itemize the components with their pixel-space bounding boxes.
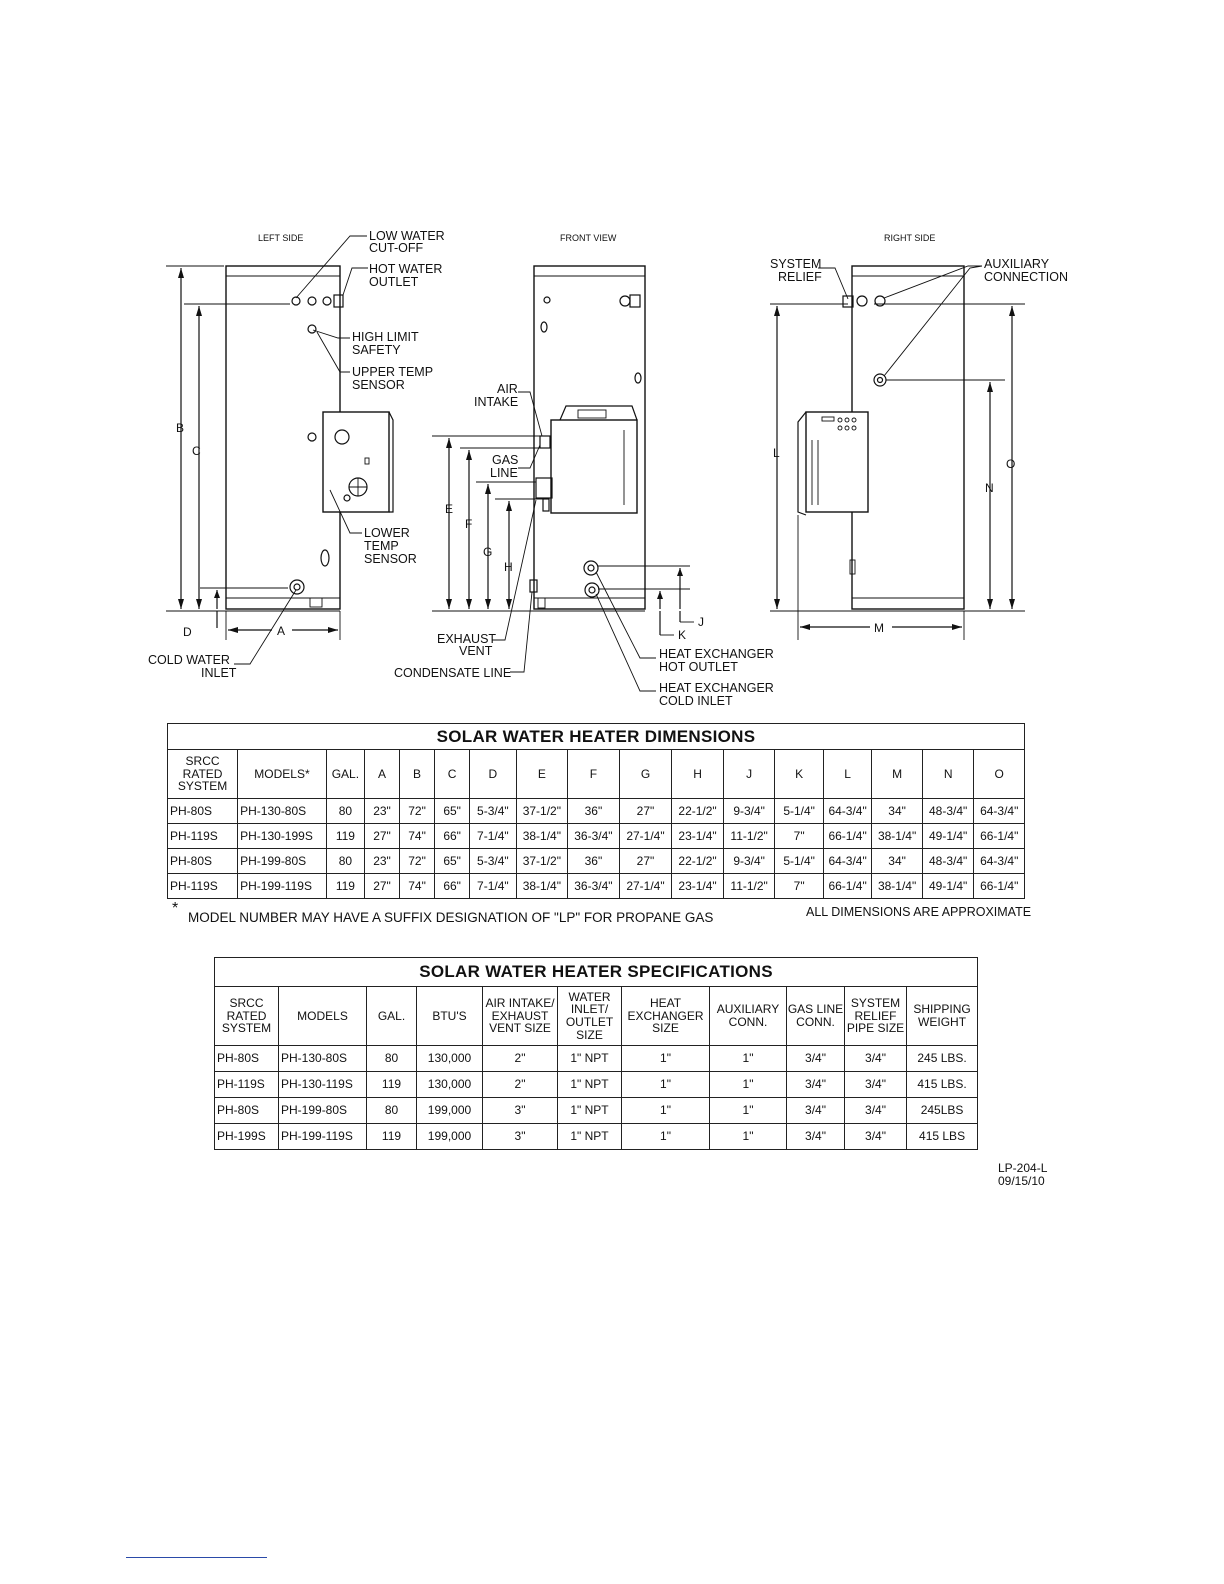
table-cell: 22-1/2"	[672, 799, 724, 824]
callout-low-water-2: CUT-OFF	[369, 241, 424, 255]
table-cell: PH-199-119S	[279, 1124, 367, 1150]
callout-lower-temp-2: TEMP	[364, 539, 399, 553]
table-cell: 130,000	[417, 1072, 483, 1098]
column-header: SRCC RATED SYSTEM	[215, 987, 279, 1046]
table-cell: 66-1/4"	[823, 874, 871, 899]
table-cell: 7-1/4"	[470, 874, 516, 899]
table-cell: 38-1/4"	[516, 824, 568, 849]
dim-label-D: D	[183, 625, 192, 639]
table-cell: PH-130-80S	[279, 1046, 367, 1072]
table-cell: 36"	[568, 849, 620, 874]
column-header: GAS LINE CONN.	[787, 987, 845, 1046]
table-cell: 7"	[775, 874, 823, 899]
table-cell: 74"	[400, 824, 435, 849]
document-number: LP-204-L	[998, 1161, 1048, 1175]
table-cell: 66"	[435, 824, 470, 849]
column-header: O	[974, 750, 1025, 799]
table-cell: 64-3/4"	[974, 849, 1025, 874]
table-cell: 3"	[483, 1124, 558, 1150]
table-cell: 1"	[710, 1046, 787, 1072]
callout-auxiliary-1: AUXILIARY	[984, 257, 1050, 271]
column-header: A	[364, 750, 399, 799]
column-header: SYSTEM RELIEF PIPE SIZE	[845, 987, 907, 1046]
table-cell: 80	[326, 799, 364, 824]
table-cell: 48-3/4"	[922, 799, 974, 824]
dim-label-J: J	[698, 615, 704, 629]
table-cell: 245LBS	[907, 1098, 978, 1124]
table-cell: 64-3/4"	[823, 799, 871, 824]
front-view-title: FRONT VIEW	[560, 233, 617, 243]
table-cell: 72"	[400, 849, 435, 874]
column-header: D	[470, 750, 516, 799]
table-cell: PH-80S	[215, 1098, 279, 1124]
table-cell: 3/4"	[845, 1124, 907, 1150]
callout-high-limit-1: HIGH LIMIT	[352, 330, 419, 344]
column-header: B	[400, 750, 435, 799]
callout-air-intake-1: AIR	[497, 382, 518, 396]
callout-exhaust-1: EXHAUST	[437, 632, 497, 646]
right-side-view-title: RIGHT SIDE	[884, 233, 936, 243]
table-cell: 11-1/2"	[723, 874, 775, 899]
dim-label-M: M	[874, 621, 884, 635]
table-cell: 22-1/2"	[672, 849, 724, 874]
column-header: N	[922, 750, 974, 799]
table-cell: PH-199-119S	[238, 874, 327, 899]
specifications-table-title: SOLAR WATER HEATER SPECIFICATIONS	[215, 958, 978, 987]
table-cell: 7"	[775, 824, 823, 849]
table-cell: 1"	[710, 1098, 787, 1124]
table-row	[215, 1046, 978, 1072]
table-cell: 5-3/4"	[470, 849, 516, 874]
table-cell: 36-3/4"	[568, 874, 620, 899]
table-cell: 64-3/4"	[974, 799, 1025, 824]
column-header: MODELS	[279, 987, 367, 1046]
callout-condensate-line: CONDENSATE LINE	[394, 666, 512, 680]
table-cell: 65"	[435, 799, 470, 824]
table-cell: 38-1/4"	[872, 824, 923, 849]
footnote-separator	[126, 1557, 267, 1558]
table-cell: 1"	[710, 1072, 787, 1098]
callout-hx-cold-1: HEAT EXCHANGER	[659, 681, 774, 695]
table-cell: PH-80S	[168, 849, 238, 874]
table-cell: 72"	[400, 799, 435, 824]
table-cell: 3/4"	[845, 1072, 907, 1098]
callout-upper-temp-2: SENSOR	[352, 378, 405, 392]
table-cell: PH-119S	[168, 874, 238, 899]
callout-high-limit-2: SAFETY	[352, 343, 401, 357]
table-cell: 66-1/4"	[974, 874, 1025, 899]
dim-label-C: C	[192, 444, 201, 458]
column-header: E	[516, 750, 568, 799]
column-header: SHIPPING WEIGHT	[907, 987, 978, 1046]
table-header-row	[168, 750, 1025, 799]
column-header: M	[872, 750, 923, 799]
callout-system-relief-2: RELIEF	[778, 270, 822, 284]
callout-exhaust-2: VENT	[459, 644, 493, 658]
callout-hx-cold-2: COLD INLET	[659, 694, 733, 708]
callout-hx-hot-1: HEAT EXCHANGER	[659, 647, 774, 661]
table-cell: 65"	[435, 849, 470, 874]
table-cell: 80	[367, 1046, 417, 1072]
callout-hot-water-1: HOT WATER	[369, 262, 443, 276]
dim-label-K: K	[678, 628, 687, 642]
callout-lower-temp-1: LOWER	[364, 526, 410, 540]
table-cell: 23-1/4"	[672, 874, 724, 899]
table-cell: 27"	[619, 849, 672, 874]
callout-lower-temp-3: SENSOR	[364, 552, 417, 566]
product-drawing	[0, 0, 1224, 720]
table-cell: PH-199-80S	[238, 849, 327, 874]
callout-low-water-1: LOW WATER	[369, 229, 445, 243]
table-cell: 34"	[872, 849, 923, 874]
table-cell: 3/4"	[845, 1046, 907, 1072]
table-cell: 1"	[622, 1072, 710, 1098]
table-cell: 74"	[400, 874, 435, 899]
table-cell: 5-1/4"	[775, 849, 823, 874]
table-cell: 27-1/4"	[619, 824, 672, 849]
table-cell: 23"	[364, 849, 399, 874]
table-cell: PH-80S	[168, 799, 238, 824]
table-cell: PH-119S	[168, 824, 238, 849]
table-cell: 1"	[622, 1098, 710, 1124]
table-cell: 5-1/4"	[775, 799, 823, 824]
table-cell: 36"	[568, 799, 620, 824]
table-header-row	[215, 987, 978, 1046]
table-cell: 11-1/2"	[723, 824, 775, 849]
table-cell: PH-119S	[215, 1072, 279, 1098]
table-cell: 3/4"	[787, 1098, 845, 1124]
table-cell: 49-1/4"	[922, 874, 974, 899]
table-cell: 66"	[435, 874, 470, 899]
column-header: J	[723, 750, 775, 799]
callout-cold-water-2: INLET	[201, 666, 237, 680]
table-cell: PH-80S	[215, 1046, 279, 1072]
callout-auxiliary-2: CONNECTION	[984, 270, 1069, 284]
table-cell: 245 LBS.	[907, 1046, 978, 1072]
table-cell: 119	[326, 824, 364, 849]
column-header: AIR INTAKE/ EXHAUST VENT SIZE	[483, 987, 558, 1046]
dimensions-table-title: SOLAR WATER HEATER DIMENSIONS	[168, 724, 1025, 750]
column-header: AUXILIARY CONN.	[710, 987, 787, 1046]
dim-label-A: A	[277, 624, 286, 638]
table-cell: 1" NPT	[558, 1046, 622, 1072]
left-side-view-title: LEFT SIDE	[258, 233, 304, 243]
table-cell: 1"	[622, 1046, 710, 1072]
table-cell: 415 LBS.	[907, 1072, 978, 1098]
table-row	[215, 1124, 978, 1150]
column-header: WATER INLET/ OUTLET SIZE	[558, 987, 622, 1046]
approximate-note: ALL DIMENSIONS ARE APPROXIMATE	[806, 905, 1032, 919]
dimensions-table	[167, 723, 1025, 899]
column-header: K	[775, 750, 823, 799]
table-cell: 3/4"	[787, 1046, 845, 1072]
callout-hot-water-2: OUTLET	[369, 275, 419, 289]
table-cell: 80	[367, 1098, 417, 1124]
dim-label-H: H	[504, 560, 513, 574]
table-row	[168, 824, 1025, 849]
table-cell: 119	[367, 1124, 417, 1150]
table-cell: 49-1/4"	[922, 824, 974, 849]
column-header: GAL.	[367, 987, 417, 1046]
column-header: F	[568, 750, 620, 799]
callout-gas-line-1: GAS	[492, 453, 519, 467]
table-cell: 9-3/4"	[723, 799, 775, 824]
table-cell: 2"	[483, 1072, 558, 1098]
table-cell: 1"	[710, 1124, 787, 1150]
table-row	[168, 874, 1025, 899]
table-cell: 38-1/4"	[872, 874, 923, 899]
table-cell: 64-3/4"	[823, 849, 871, 874]
table-cell: 3/4"	[787, 1124, 845, 1150]
table-cell: 1" NPT	[558, 1098, 622, 1124]
document-date: 09/15/10	[998, 1173, 1045, 1188]
table-cell: 3/4"	[845, 1098, 907, 1124]
table-cell: 34"	[872, 799, 923, 824]
column-header: C	[435, 750, 470, 799]
table-cell: 3"	[483, 1098, 558, 1124]
dim-label-G: G	[483, 545, 493, 559]
table-cell: 80	[326, 849, 364, 874]
callout-gas-line-2: LINE	[490, 466, 518, 480]
table-cell: PH-130-80S	[238, 799, 327, 824]
column-header: GAL.	[326, 750, 364, 799]
table-cell: 119	[367, 1072, 417, 1098]
table-cell: 2"	[483, 1046, 558, 1072]
table-cell: 7-1/4"	[470, 824, 516, 849]
table-cell: PH-199S	[215, 1124, 279, 1150]
table-cell: 5-3/4"	[470, 799, 516, 824]
table-cell: 36-3/4"	[568, 824, 620, 849]
table-cell: PH-130-119S	[279, 1072, 367, 1098]
column-header: HEAT EXCHANGER SIZE	[622, 987, 710, 1046]
dim-label-B: B	[176, 421, 185, 435]
table-cell: 199,000	[417, 1098, 483, 1124]
right-side-view	[770, 266, 1025, 640]
table-cell: 199,000	[417, 1124, 483, 1150]
table-cell: 1" NPT	[558, 1124, 622, 1150]
dim-label-E: E	[445, 502, 454, 516]
column-header: BTU'S	[417, 987, 483, 1046]
table-cell: 3/4"	[787, 1072, 845, 1098]
table-cell: 27-1/4"	[619, 874, 672, 899]
callout-cold-water-1: COLD WATER	[148, 653, 230, 667]
table-cell: 66-1/4"	[823, 824, 871, 849]
table-cell: 37-1/2"	[516, 849, 568, 874]
left-side-view	[166, 236, 393, 664]
front-view	[432, 266, 704, 691]
callout-system-relief-1: SYSTEM	[770, 257, 822, 271]
column-header: MODELS*	[238, 750, 327, 799]
table-cell: 27"	[364, 874, 399, 899]
table-row	[168, 799, 1025, 824]
table-row	[215, 1072, 978, 1098]
column-header: G	[619, 750, 672, 799]
callout-air-intake-2: INTAKE	[474, 395, 519, 409]
table-cell: 119	[326, 874, 364, 899]
dim-label-N: N	[985, 481, 994, 495]
table-cell: 37-1/2"	[516, 799, 568, 824]
table-cell: 38-1/4"	[516, 874, 568, 899]
callout-upper-temp-1: UPPER TEMP	[352, 365, 434, 379]
table-cell: 66-1/4"	[974, 824, 1025, 849]
table-cell: 130,000	[417, 1046, 483, 1072]
table-cell: PH-130-199S	[238, 824, 327, 849]
table-cell: 9-3/4"	[723, 849, 775, 874]
table-cell: 27"	[619, 799, 672, 824]
table-cell: 48-3/4"	[922, 849, 974, 874]
table-cell: 415 LBS	[907, 1124, 978, 1150]
dim-label-L: L	[773, 446, 780, 460]
document-code	[998, 1162, 1047, 1187]
table-cell: PH-199-80S	[279, 1098, 367, 1124]
footnote-propane: MODEL NUMBER MAY HAVE A SUFFIX DESIGNATION OF "LP" FOR PROPANE GAS	[188, 910, 714, 925]
column-header: H	[672, 750, 724, 799]
dim-label-F: F	[465, 517, 473, 531]
table-cell: 23-1/4"	[672, 824, 724, 849]
callout-hx-hot-2: HOT OUTLET	[659, 660, 738, 674]
table-cell: 1" NPT	[558, 1072, 622, 1098]
table-cell: 1"	[622, 1124, 710, 1150]
table-cell: 23"	[364, 799, 399, 824]
dim-label-O: O	[1006, 457, 1016, 471]
table-row	[168, 849, 1025, 874]
table-row	[215, 1098, 978, 1124]
specifications-table	[214, 957, 978, 1150]
table-cell: 27"	[364, 824, 399, 849]
footnote-marker: *	[172, 900, 179, 917]
column-header: SRCC RATED SYSTEM	[168, 750, 238, 799]
column-header: L	[823, 750, 871, 799]
